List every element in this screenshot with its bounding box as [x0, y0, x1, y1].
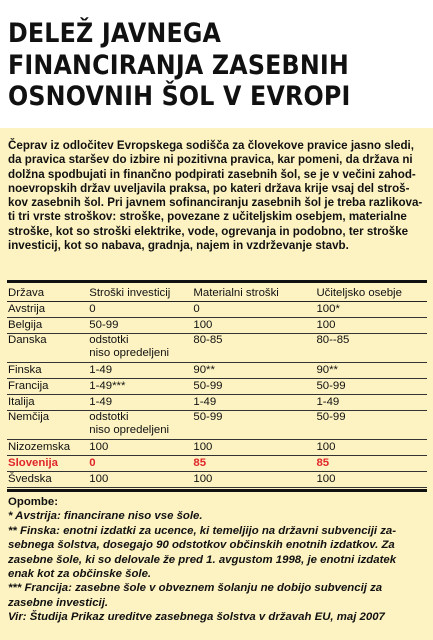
page-title	[8, 18, 378, 113]
intro-line: kov zasebnih šol. Pri javnem sofinanciranju zasebnih šol je treba razlikova-	[8, 196, 423, 209]
cell-teachers: 100	[315, 318, 427, 334]
notes-items	[8, 509, 428, 624]
table-row	[7, 411, 427, 440]
table-row	[7, 318, 427, 334]
cell-teachers: 100*	[315, 302, 427, 318]
table-row	[7, 334, 427, 363]
note-line: Vir: Študija Prikaz ureditve zasebnega šolstva v državah EU, maj 2007	[8, 611, 385, 624]
table-body	[7, 302, 427, 488]
cell-country: Francija	[7, 379, 88, 395]
table-row	[7, 456, 427, 472]
table-row	[7, 395, 427, 411]
note-line: * Avstrija: financirane niso vse šole.	[8, 510, 203, 523]
col-header-material: Materialni stroški	[192, 285, 315, 302]
cell-teachers: 50-99	[315, 379, 427, 395]
title-line-3: OSNOVNIH ŠOL V EVROPI	[8, 81, 351, 112]
note-item	[8, 524, 428, 582]
cell-teachers: 1-49	[315, 395, 427, 411]
cell-teachers: 80--85	[315, 334, 427, 363]
note-line: enak kot za občinske šole.	[8, 568, 152, 581]
cell-material: 0	[192, 302, 315, 318]
cell-investment: 1-49	[88, 395, 192, 411]
cell-investment: 50-99	[88, 318, 192, 334]
cell-material: 100	[192, 472, 315, 488]
financing-table	[7, 285, 427, 488]
cell-country: Švedska	[7, 472, 88, 488]
cell-country: Nizozemska	[7, 440, 88, 456]
intro-line: investicij, kot so nabava, gradnja, najem in vzdrževanje stavb.	[8, 238, 349, 252]
note-line: *** Francija: zasebne šole v obveznem šolanju ne dobijo subvencij za	[8, 582, 383, 595]
table-header-row	[7, 285, 427, 302]
intro-line: stroške, kot so stroški elektrike, vode, ogrevanja in podobno, ter stroške	[8, 224, 409, 238]
header-band	[0, 0, 433, 128]
cell-teachers: 85	[315, 456, 427, 472]
cell-teachers: 100	[315, 440, 427, 456]
cell-country: Slovenija	[7, 456, 88, 472]
cell-investment: odstotki niso opredeljeni	[88, 411, 192, 440]
cell-material: 50-99	[192, 379, 315, 395]
cell-teachers: 50-99	[315, 411, 427, 440]
cell-investment: 1-49	[88, 363, 192, 379]
cell-investment: 0	[88, 302, 192, 318]
title-line-1: DELEŽ JAVNEGA	[8, 18, 222, 49]
intro-line: Čeprav iz odločitev Evropskega sodišča za človekove pravice jasno sledi,	[8, 139, 414, 152]
note-item	[8, 581, 428, 610]
notes-section	[8, 495, 428, 625]
note-line: zasebne investicij.	[8, 596, 109, 609]
table-row	[7, 472, 427, 488]
cell-country: Belgija	[7, 318, 88, 334]
cell-country: Finska	[7, 363, 88, 379]
cell-teachers: 90**	[315, 363, 427, 379]
note-item	[8, 509, 428, 523]
table-bottom-rule	[7, 489, 427, 492]
cell-investment: 0	[88, 456, 192, 472]
intro-line: noevropskih držav uveljavila praksa, po kateri država krije vsaj del stroš-	[8, 181, 410, 195]
table-top-rule	[7, 280, 427, 283]
cell-material: 100	[192, 440, 315, 456]
col-header-teachers: Učiteljsko osebje	[315, 285, 427, 302]
cell-material: 85	[192, 456, 315, 472]
col-header-country: Država	[7, 285, 88, 302]
table-row	[7, 302, 427, 318]
cell-material: 50-99	[192, 411, 315, 440]
table-row	[7, 379, 427, 395]
title-line-2: FINANCIRANJA ZASEBNIH	[8, 49, 349, 81]
note-line: sebnega šolstva, dosegajo 90 odstotkov občinskih enotnih izdatkov. Za	[8, 539, 395, 552]
cell-country: Danska	[7, 334, 88, 363]
cell-investment: odstotki niso opredeljeni	[88, 334, 192, 363]
cell-country: Avstrija	[7, 302, 88, 318]
intro-line: dolžna spodbujati in finančno podpirati zasebnih šol, se je v večini zahod-	[8, 167, 416, 181]
cell-material: 100	[192, 318, 315, 334]
cell-country: Nemčija	[7, 411, 88, 440]
note-line: zasebne šole, ki so delovale že pred 1. avgustom 1998, je enotni izdatek	[8, 553, 397, 566]
cell-material: 90**	[192, 363, 315, 379]
intro-paragraph	[8, 139, 426, 253]
cell-investment: 100	[88, 440, 192, 456]
cell-investment: 100	[88, 472, 192, 488]
cell-material: 80-85	[192, 334, 315, 363]
intro-line: ti tri vrste stroškov: stroške, povezane z učiteljskim osebjem, materialne	[8, 210, 407, 224]
table-row	[7, 363, 427, 379]
cell-country: Italija	[7, 395, 88, 411]
note-item	[8, 610, 428, 624]
notes-label: Opombe:	[8, 496, 58, 508]
table-row	[7, 440, 427, 456]
intro-line: da pravica staršev do izbire ni pozitivna pravica, kar pomeni, da država ni	[8, 153, 413, 167]
cell-material: 1-49	[192, 395, 315, 411]
note-line: ** Finska: enotni izdatki za ucence, ki temeljijo na državni subvenciji za-	[8, 524, 397, 537]
col-header-investment: Stroški investicij	[88, 285, 192, 302]
cell-teachers: 100	[315, 472, 427, 488]
cell-investment: 1-49***	[88, 379, 192, 395]
